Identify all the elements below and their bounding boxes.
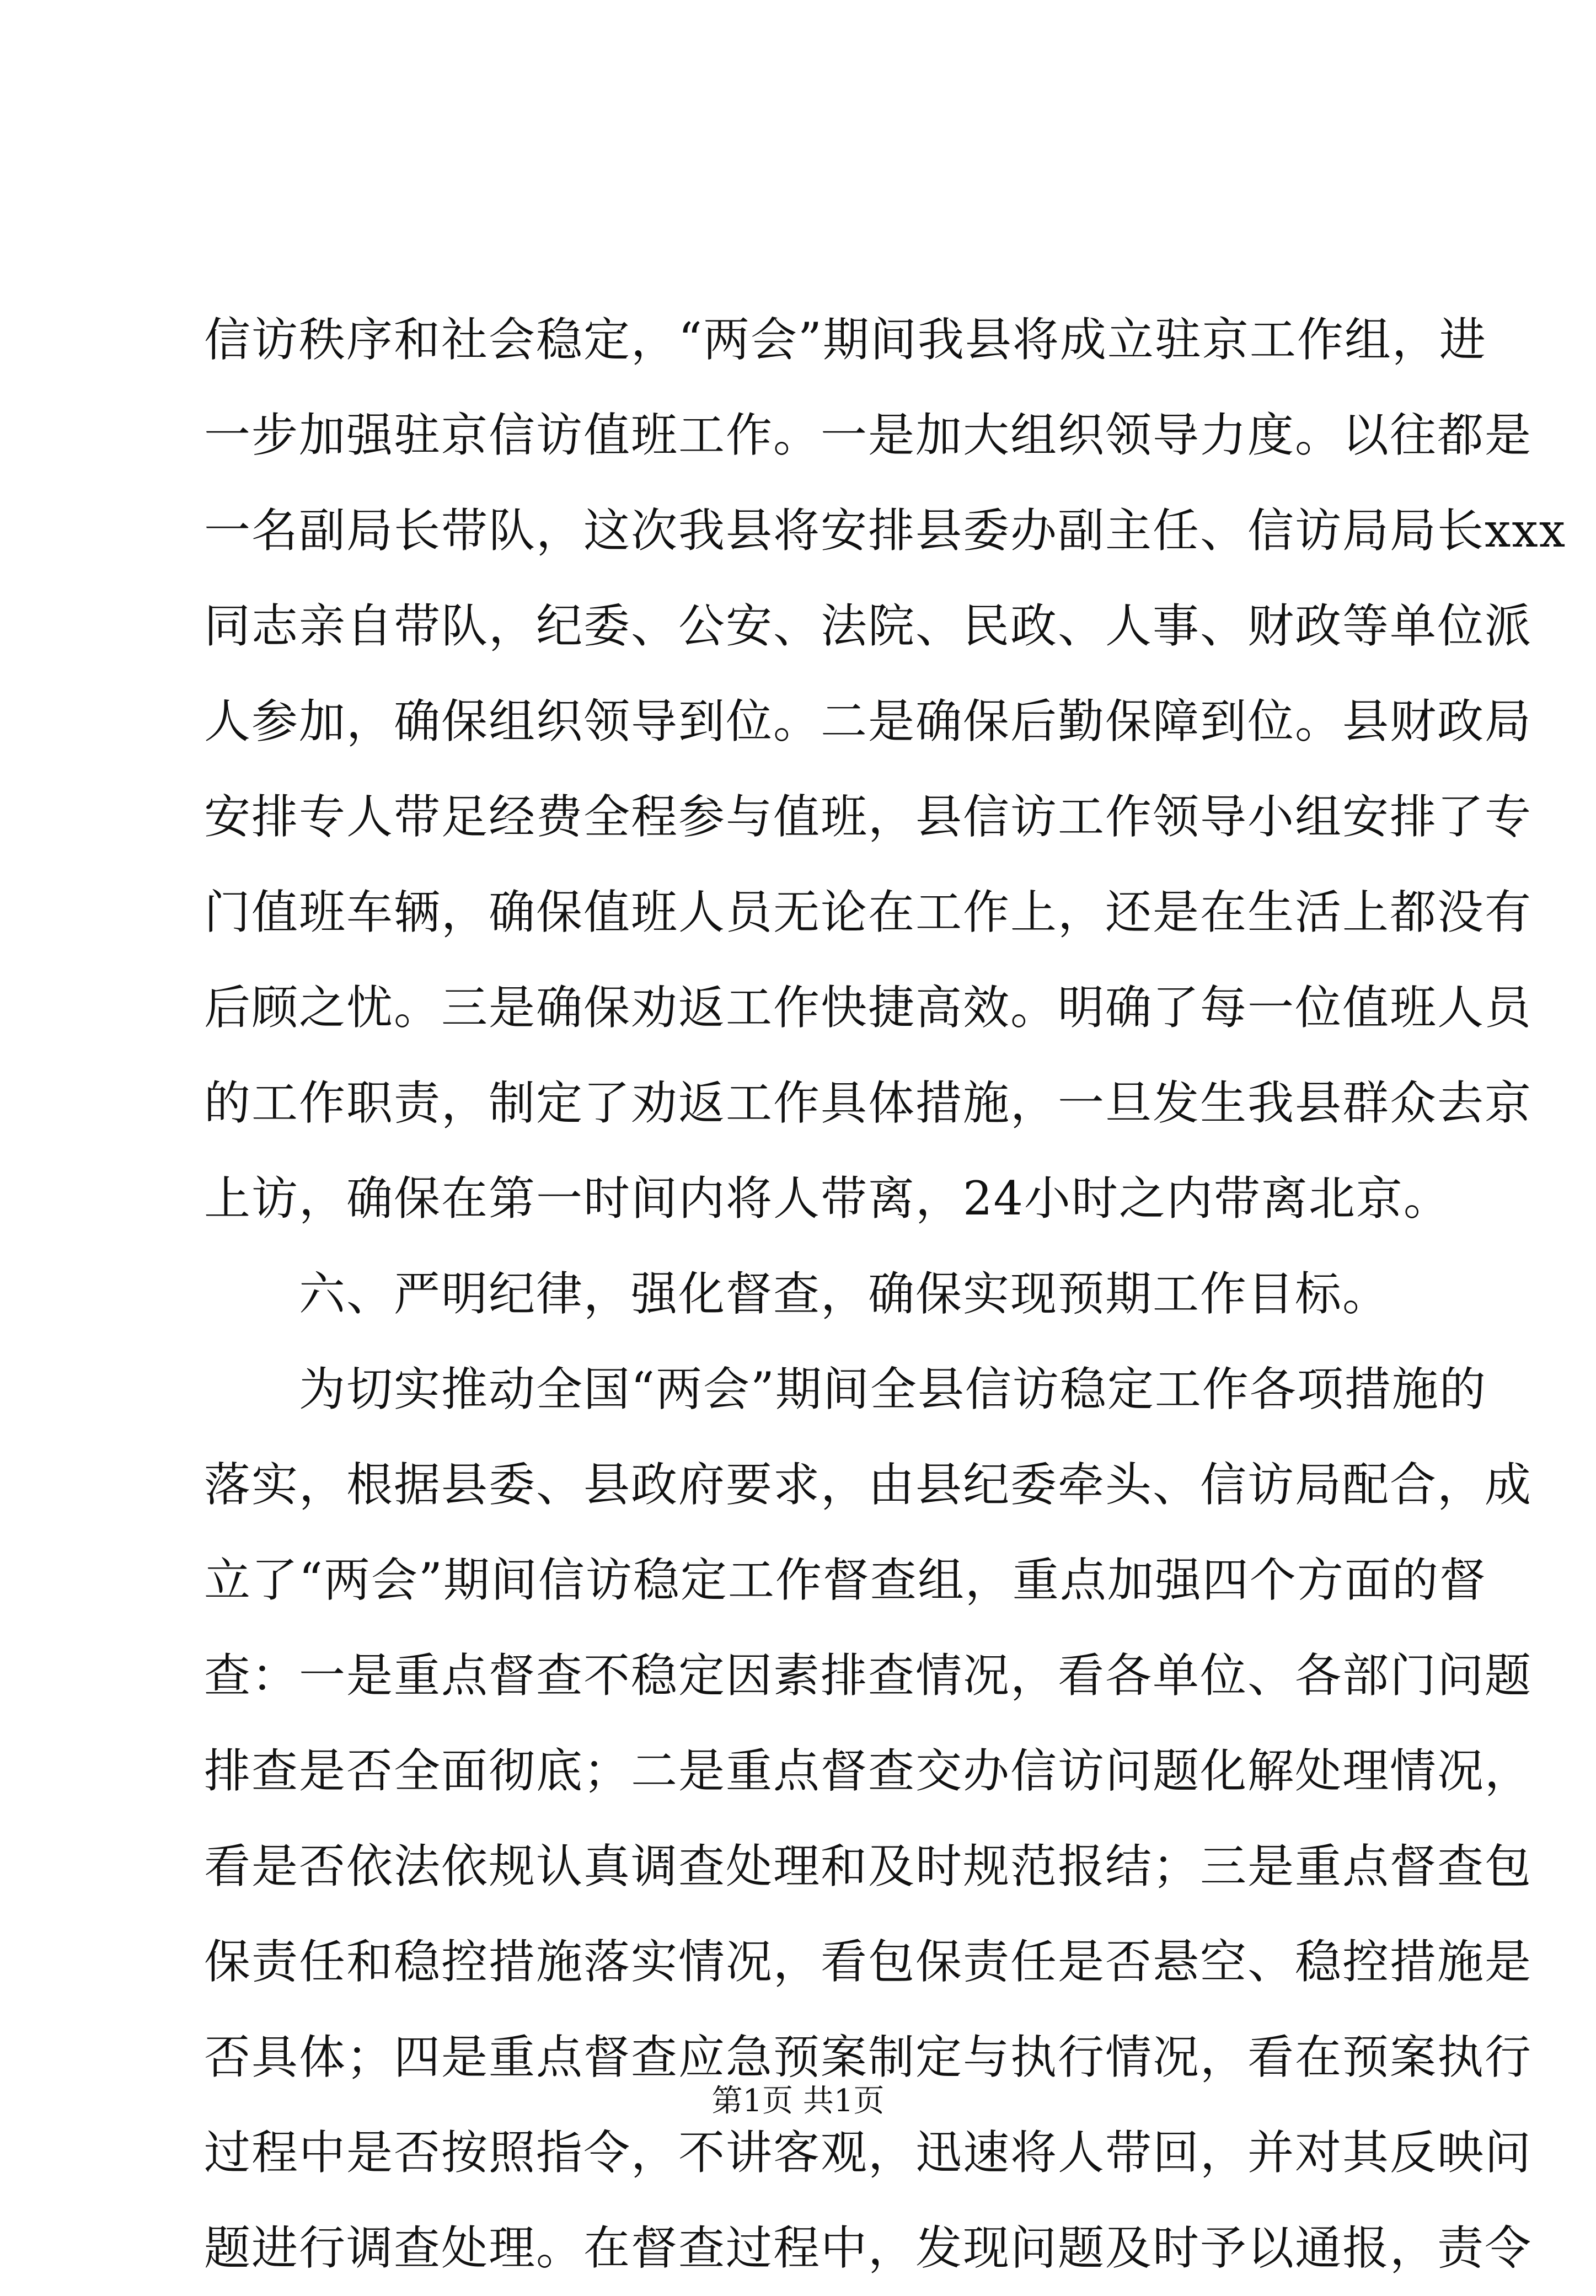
text-line: 后顾之忧。三是确保劝返工作快捷高效。明确了每一位值班人员 [204,981,1533,1035]
text-line: 看是否依法依规认真调查处理和及时规范报结；三是重点督查包 [204,1839,1533,1893]
text-line: 门值班车辆，确保值班人员无论在工作上，还是在生活上都没有 [204,885,1533,939]
text-line: 同志亲自带队，纪委、公安、法院、民政、人事、财政等单位派 [204,599,1533,653]
text-line: 保责任和稳控措施落实情况，看包保责任是否悬空、稳控措施是 [204,1935,1533,1989]
text-line: 人参加，确保组织领导到位。二是确保后勤保障到位。县财政局 [204,694,1533,748]
page-footer: 第1页 共1页 [711,2083,885,2119]
text-line: 上访，确保在第一时间内将人带离，24小时之内带离北京。 [204,1171,1451,1225]
text-line: 过程中是否按照指令，不讲客观，迅速将人带回，并对其反映问 [204,2126,1533,2180]
body-text [204,292,1567,2296]
text-line: 立了“两会”期间信访稳定工作督查组，重点加强四个方面的督 [204,1553,1487,1607]
text-line: 为切实推动全国“两会”期间全县信访稳定工作各项措施的 [204,1362,1487,1416]
text-line: 的工作职责，制定了劝返工作具体措施，一旦发生我县群众去京 [204,1076,1533,1130]
text-line: 一名副局长带队，这次我县将安排县委办副主任、信访局局长xxx [204,504,1567,558]
text-line: 题进行调查处理。在督查过程中，发现问题及时予以通报，责令 [204,2221,1533,2275]
text-line: 落实，根据县委、县政府要求，由县纪委牵头、信访局配合，成 [204,1458,1533,1512]
text-line: 排查是否全面彻底；二是重点督查交办信访问题化解处理情况， [204,1744,1533,1798]
section-heading: 六、严明纪律，强化督查，确保实现预期工作目标。 [204,1267,1390,1321]
text-line: 否具体；四是重点督查应急预案制定与执行情况，看在预案执行 [204,2030,1533,2084]
text-line: 信访秩序和社会稳定，“两会”期间我县将成立驻京工作组，进 [204,313,1487,367]
text-line: 安排专人带足经费全程参与值班，县信访工作领导小组安排了专 [204,790,1533,844]
text-line: 查：一是重点督查不稳定因素排查情况，看各单位、各部门问题 [204,1649,1533,1703]
text-line: 一步加强驻京信访值班工作。一是加大组织领导力度。以往都是 [204,408,1533,462]
